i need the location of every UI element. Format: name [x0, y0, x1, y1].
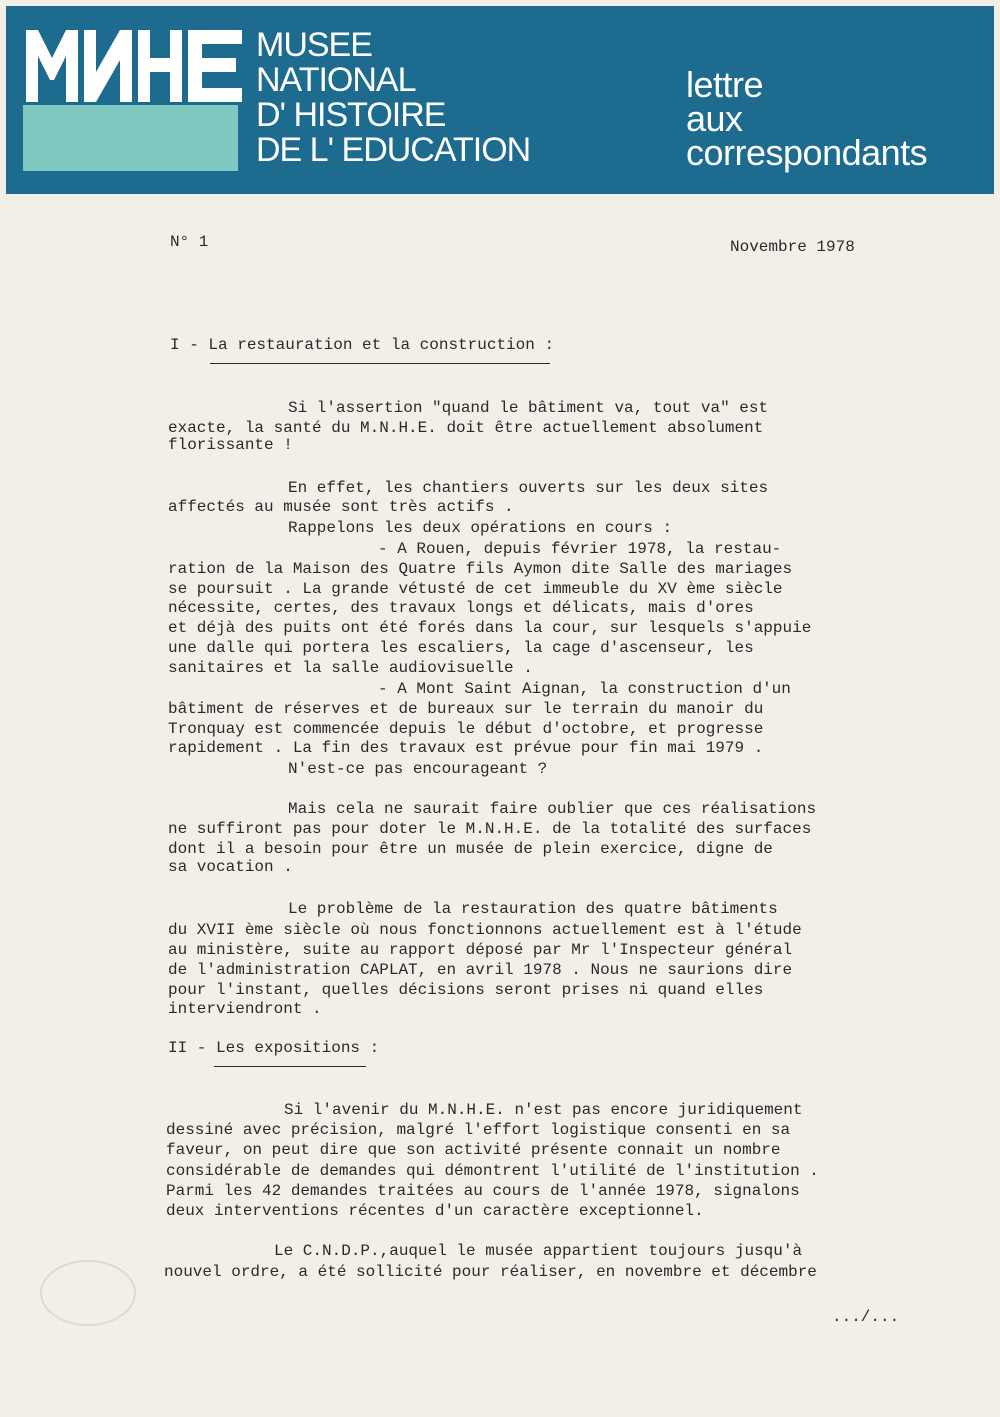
museum-name-line: D' HISTOIRE — [256, 96, 446, 134]
text-line: ne suffiront pas pour doter le M.N.H.E. de la totalité des surfaces — [168, 820, 812, 838]
text-line: et déjà des puits ont été forés dans la cour, sur lesquels s'appuie — [168, 619, 812, 637]
text-line: exacte, la santé du M.N.H.E. doit être actuellement absolument — [168, 419, 764, 437]
newsletter-title-line: aux — [686, 98, 743, 139]
text-line: Rappelons les deux opérations en cours : — [288, 519, 673, 537]
text-line: Mais cela ne saurait faire oublier que ces réalisations — [288, 800, 817, 818]
text-line: au ministère, suite au rapport déposé par Mr l'Inspecteur général — [168, 941, 793, 959]
faded-stamp-icon — [40, 1260, 136, 1326]
text-line: du XVII ème siècle où nous fonctionnons actuellement est à l'étude — [168, 921, 802, 939]
issue-date: Novembre 1978 — [730, 238, 855, 256]
text-line: se poursuit . La grande vétusté de cet immeuble du XV ème siècle — [168, 580, 783, 598]
section-2-title: II - Les expositions : — [168, 1039, 380, 1057]
text-line: deux interventions récentes d'un caractère exceptionnel. — [166, 1202, 704, 1220]
issue-number: N° 1 — [170, 233, 209, 251]
text-line: N'est-ce pas encourageant ? — [288, 760, 548, 778]
text-line: Si l'avenir du M.N.H.E. n'est pas encore juridiquement — [284, 1101, 803, 1119]
text-line: florissante ! — [168, 436, 293, 454]
text-line: pour l'instant, quelles décisions seront prises ni quand elles — [168, 981, 764, 999]
text-line: Le C.N.D.P.,auquel le musée appartient toujours jusqu'à — [274, 1242, 803, 1260]
text-line: affectés au musée sont très actifs . — [168, 498, 514, 516]
text-line: faveur, on peut dire que son activité présente connait un nombre — [166, 1141, 781, 1159]
text-line: de l'administration CAPLAT, en avril 1978 . Nous ne saurions dire — [168, 961, 793, 979]
museum-name-line: DE L' EDUCATION — [256, 131, 531, 169]
text-line: une dalle qui portera les escaliers, la cage d'ascenseur, les — [168, 639, 754, 657]
text-line: - A Mont Saint Aignan, la construction d'un — [378, 680, 791, 698]
section-1-underline — [210, 363, 550, 364]
newsletter-title — [686, 64, 928, 173]
text-line: Le problème de la restauration des quatre bâtiments — [288, 900, 778, 918]
continuation-mark: .../... — [832, 1308, 900, 1326]
section-2-underline — [214, 1066, 366, 1067]
museum-name — [256, 28, 530, 168]
text-line: bâtiment de réserves et de bureaux sur le terrain du manoir du — [168, 700, 764, 718]
text-line: interviendront . — [168, 1000, 322, 1018]
museum-name-line: NATIONAL — [256, 61, 416, 99]
text-line: nécessite, certes, des travaux longs et délicats, mais d'ores — [168, 599, 754, 617]
museum-name-line: MUSEE — [256, 26, 372, 64]
text-line: dessiné avec précision, malgré l'effort logistique consenti en sa — [166, 1121, 791, 1139]
header-band — [6, 6, 994, 194]
text-line: rapidement . La fin des travaux est prévue pour fin mai 1979 . — [168, 739, 764, 757]
mnhe-logo-letters-icon — [26, 28, 242, 104]
text-line: - A Rouen, depuis février 1978, la restau- — [378, 540, 782, 558]
newsletter-title-line: lettre — [686, 64, 764, 105]
text-line: nouvel ordre, a été sollicité pour réaliser, en novembre et décembre — [164, 1263, 817, 1281]
text-line: considérable de demandes qui démontrent l'utilité de l'institution . — [166, 1162, 819, 1180]
text-line: sa vocation . — [168, 858, 293, 876]
section-1-title: I - La restauration et la construction : — [170, 336, 555, 354]
text-line: dont il a besoin pour être un musée de plein exercice, digne de — [168, 840, 773, 858]
text-line: Parmi les 42 demandes traitées au cours de l'année 1978, signalons — [166, 1182, 800, 1200]
text-line: Si l'assertion "quand le bâtiment va, tout va" est — [288, 399, 769, 417]
text-line: sanitaires et la salle audiovisuelle . — [168, 659, 533, 677]
newsletter-title-line: correspondants — [686, 132, 928, 173]
text-line: ration de la Maison des Quatre fils Aymon dite Salle des mariages — [168, 560, 793, 578]
text-line: En effet, les chantiers ouverts sur les deux sites — [288, 479, 769, 497]
text-line: Tronquay est commencée depuis le début d'octobre, et progresse — [168, 720, 764, 738]
logo-accent-block — [23, 105, 238, 171]
